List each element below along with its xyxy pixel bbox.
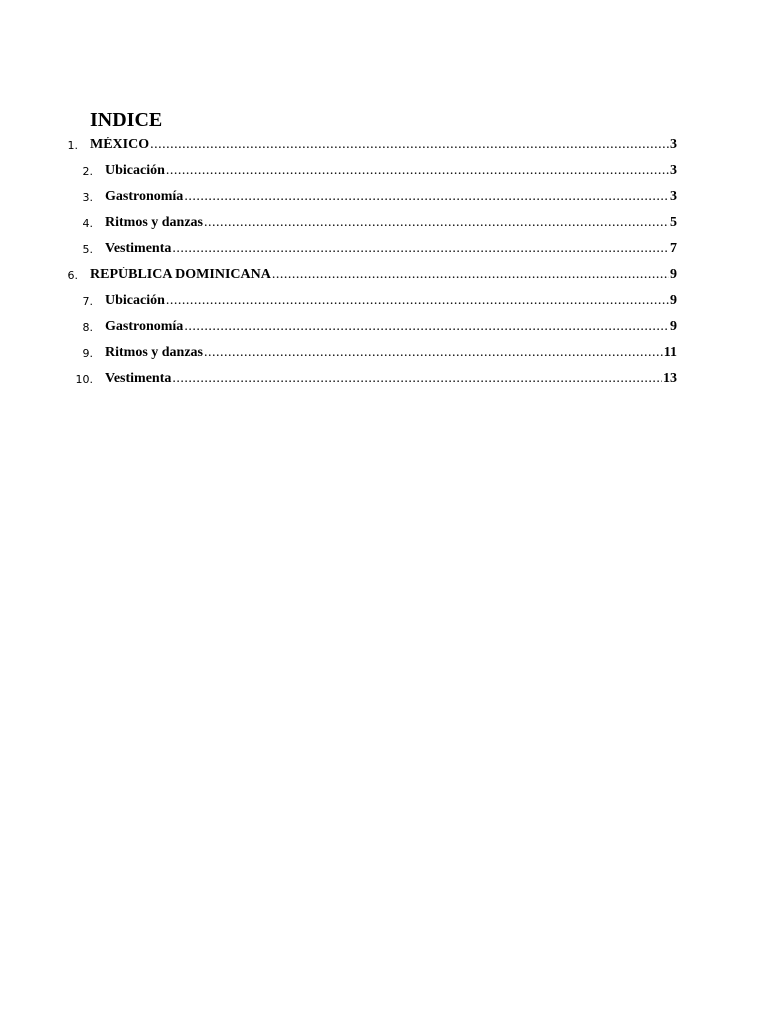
toc-entry-label[interactable]: Ubicación [105, 293, 165, 308]
toc-entry-label[interactable]: Vestimenta [105, 241, 172, 256]
toc-entry-rd-gastronomia[interactable] [0, 314, 768, 340]
toc-entry-label[interactable]: MÉXICO [90, 137, 150, 152]
toc-entry-page[interactable]: 3 [670, 189, 677, 204]
dot-leader [204, 215, 669, 231]
toc-entry-number: 6. [67, 268, 78, 282]
toc-entry-label[interactable]: Gastronomía [105, 319, 184, 334]
toc-entry-body [105, 241, 677, 257]
dot-leader [150, 137, 669, 153]
dot-leader [172, 371, 662, 387]
dot-leader [272, 267, 669, 283]
toc-entry-label[interactable]: REPÚBLICA DOMINICANA [90, 267, 271, 282]
toc-entry-number: 4. [82, 216, 93, 230]
toc-entry-page[interactable]: 9 [670, 319, 677, 334]
toc-entry-body [105, 319, 677, 335]
toc-entry-body [105, 371, 677, 387]
toc-entry-page[interactable]: 13 [663, 371, 677, 386]
toc-entry-label[interactable]: Ubicación [105, 163, 165, 178]
toc-entry-body [105, 163, 677, 179]
table-of-contents [0, 132, 768, 392]
toc-entry-mexico[interactable] [0, 132, 768, 158]
toc-entry-number: 9. [82, 346, 93, 360]
toc-entry-page[interactable]: 3 [670, 137, 677, 152]
toc-entry-number: 3. [82, 190, 93, 204]
toc-entry-body [90, 267, 677, 283]
toc-entry-body [105, 293, 677, 309]
dot-leader [166, 293, 669, 309]
dot-leader [166, 163, 669, 179]
toc-entry-page[interactable]: 7 [670, 241, 677, 256]
toc-entry-mexico-ubicacion[interactable] [0, 158, 768, 184]
toc-entry-body [105, 345, 677, 361]
toc-entry-number: 7. [82, 294, 93, 308]
toc-entry-number: 1. [67, 138, 78, 152]
toc-entry-number: 2. [82, 164, 93, 178]
toc-entry-mexico-ritmos[interactable] [0, 210, 768, 236]
toc-entry-mexico-vestimenta[interactable] [0, 236, 768, 262]
toc-entry-rd-ritmos[interactable] [0, 340, 768, 366]
toc-entry-page[interactable]: 9 [670, 267, 677, 282]
dot-leader [184, 319, 669, 335]
toc-entry-number: 10. [75, 372, 93, 386]
toc-entry-rd-vestimenta[interactable] [0, 366, 768, 392]
toc-entry-page[interactable]: 5 [670, 215, 677, 230]
toc-entry-label[interactable]: Vestimenta [105, 371, 172, 386]
toc-entry-label[interactable]: Gastronomía [105, 189, 184, 204]
toc-entry-number: 8. [82, 320, 93, 334]
toc-entry-body [105, 189, 677, 205]
dot-leader [204, 345, 663, 361]
toc-entry-page[interactable]: 9 [670, 293, 677, 308]
toc-entry-page[interactable]: 11 [663, 345, 677, 360]
toc-entry-page[interactable]: 3 [670, 163, 677, 178]
toc-entry-label[interactable]: Ritmos y danzas [105, 345, 204, 360]
toc-entry-body [90, 137, 677, 153]
dot-leader [184, 189, 669, 205]
toc-entry-number: 5. [82, 242, 93, 256]
toc-entry-rd-ubicacion[interactable] [0, 288, 768, 314]
dot-leader [172, 241, 669, 257]
toc-entry-label[interactable]: Ritmos y danzas [105, 215, 204, 230]
toc-entry-mexico-gastronomia[interactable] [0, 184, 768, 210]
toc-entry-republica-dominicana[interactable] [0, 262, 768, 288]
toc-entry-body [105, 215, 677, 231]
page-title: INDICE [90, 109, 163, 131]
